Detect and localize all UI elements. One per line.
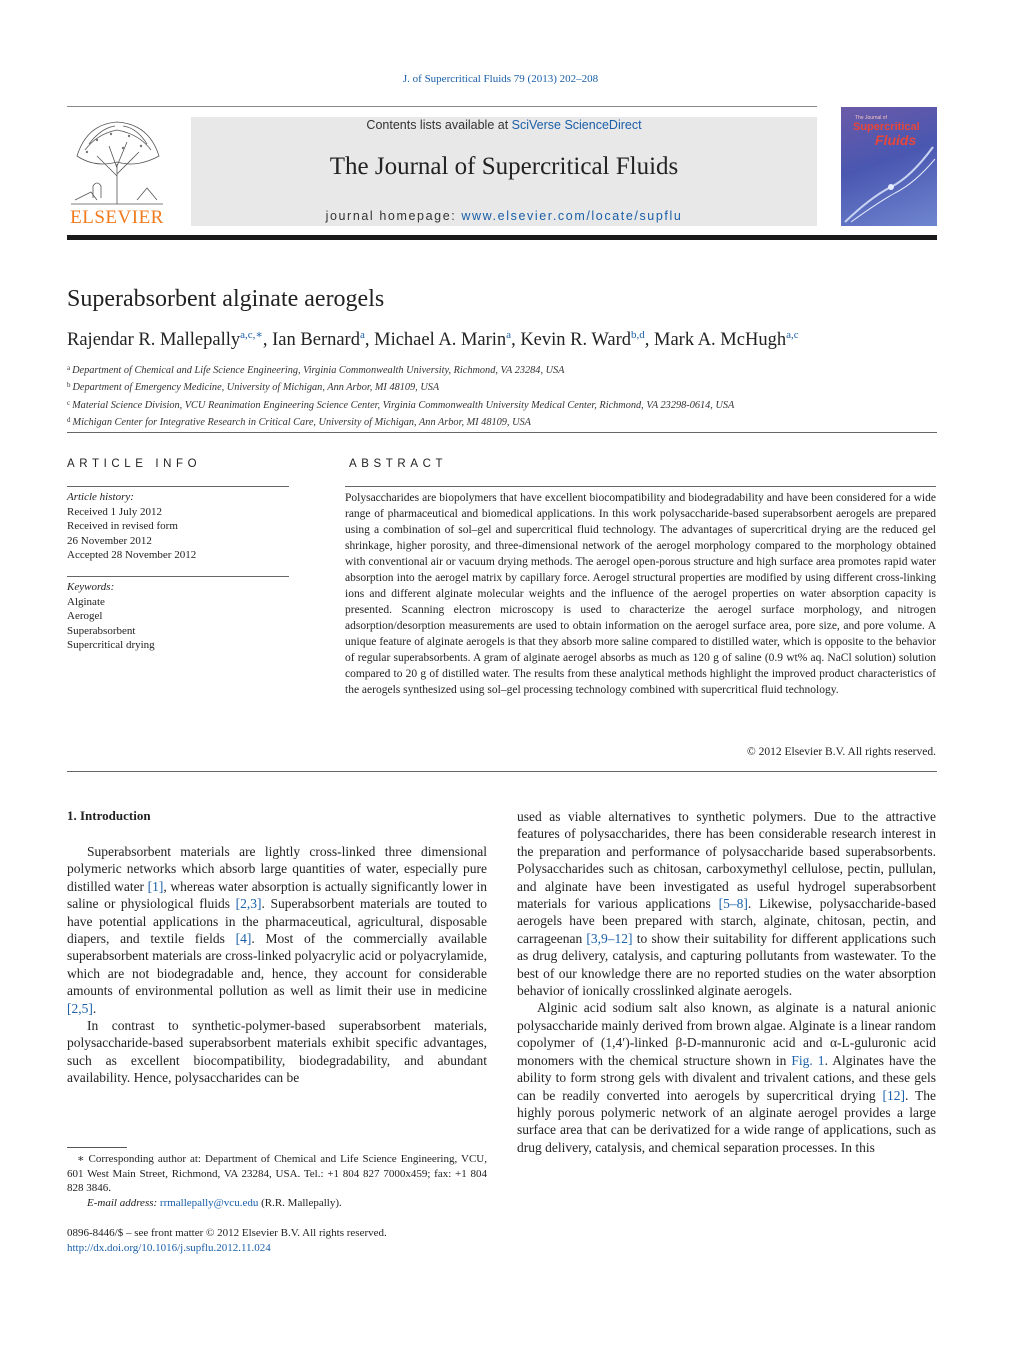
- author-separator: ,: [511, 330, 521, 350]
- email-link[interactable]: rrmallepally@vcu.edu: [159, 1196, 259, 1209]
- sciencedirect-link[interactable]: SciVerse ScienceDirect: [511, 118, 642, 132]
- abstract-heading: ABSTRACT: [349, 458, 448, 470]
- author-name[interactable]: Kevin R. Ward: [520, 330, 632, 350]
- journal-citation[interactable]: J. of Supercritical Fluids 79 (2013) 202–208: [402, 73, 599, 85]
- body-column-left: [67, 843, 487, 1087]
- text-run: used as viable alternatives to synthetic polymers. Due to the attractive features of polysaccharides, there has been considerable research interest in the preparation and performance of polysaccharide based superabsorbents. Polysaccharides such as chitosan, carboxymethyl cellulose, pectin, pullulan, and alginate have been investigated as useful hydrogel superabsorbent materials for various applications: [517, 809, 936, 912]
- history-line: Accepted 28 November 2012: [67, 549, 197, 561]
- paragraph: [67, 843, 487, 1017]
- affiliation-item: [67, 396, 937, 413]
- issn-line: 0896-8446/$ – see front matter © 2012 Elsevier B.V. All rights reserved.: [67, 1227, 387, 1239]
- history-line: Received in revised form: [67, 520, 178, 532]
- abstract-copyright: © 2012 Elsevier B.V. All rights reserved.: [747, 746, 936, 758]
- section-heading-introduction: 1. Introduction: [67, 808, 151, 823]
- article-history: [67, 490, 289, 563]
- header-thick-rule: [67, 235, 937, 240]
- affiliation-text: Material Science Division, VCU Reanimation Engineering Science Center, Virginia Commonwealth University Medical Center, Richmond, VA 23298-0614, USA: [72, 399, 735, 411]
- keyword-item: Aerogel: [67, 610, 103, 622]
- journal-cover-thumbnail[interactable]: [841, 107, 937, 226]
- text-run: Superabsorbent materials are lightly cross-linked three dimensional polymeric networks which absorb large quantities of water, especially pure distilled water: [67, 844, 487, 894]
- reference-link[interactable]: [3,9–12]: [586, 930, 633, 946]
- paragraph: [517, 999, 936, 1156]
- affiliation-text: Department of Chemical and Life Science Engineering, Virginia Commonwealth University, Richmond, VA 23284, USA: [72, 365, 565, 376]
- affiliation-key: c: [67, 398, 71, 407]
- keywords-block: [67, 580, 289, 653]
- text-run: Alginic acid sodium salt also known, as alginate is a natural anionic polysaccharide mainly derived from brown algae. Alginate is a linear random copolymer of (1,4′)-linked β-D-mannuronic acid and α-L-guluronic acid monomers with the chemical structure shown in: [517, 1000, 936, 1068]
- text-run: . Alginates have the ability to form strong gels with divalent and trivalent cations, and these gels can be readily converted into aerogels by supercritical drying: [517, 1052, 936, 1103]
- affiliation-key: b: [67, 381, 71, 390]
- author-separator: ,: [364, 330, 375, 350]
- history-label: Article history:: [67, 491, 134, 503]
- affiliation-item: [67, 413, 937, 430]
- reference-link[interactable]: [12]: [882, 1087, 905, 1103]
- author-separator: ,: [262, 330, 273, 350]
- corresponding-author-footnote: [67, 1152, 487, 1210]
- email-suffix: (R.R. Mallepally).: [258, 1196, 342, 1209]
- homepage-prefix: journal homepage:: [325, 209, 462, 223]
- author-name[interactable]: Ian Bernard: [272, 330, 360, 350]
- author-affiliation-marker[interactable]: a: [359, 329, 365, 341]
- abstract-rule: [345, 486, 936, 487]
- author-name[interactable]: Mark A. McHugh: [654, 330, 787, 350]
- journal-banner: [191, 117, 817, 226]
- keyword-item: Supercritical drying: [67, 639, 155, 651]
- text-run: . The highly porous polymeric network of an alginate aerogel provides a large surface area that can be derivatized for a wide range of applications, such as drug delivery, catalysis, and chemical separation processes. In this: [517, 1087, 936, 1155]
- figure-link[interactable]: Fig. 1: [791, 1052, 825, 1068]
- article-info-rule: [67, 486, 289, 487]
- homepage-link[interactable]: www.elsevier.com/locate/supflu: [461, 209, 683, 223]
- history-line: 26 November 2012: [67, 534, 152, 547]
- text-run: .: [92, 1000, 97, 1016]
- author-list: [67, 328, 799, 351]
- doi-link[interactable]: http://dx.doi.org/10.1016/j.supflu.2012.11.024: [67, 1241, 271, 1254]
- header-rule: [67, 106, 817, 107]
- keywords-label: Keywords:: [67, 581, 115, 593]
- cover-title-line2: Fluids: [875, 132, 917, 148]
- reference-link[interactable]: [5–8]: [718, 896, 748, 912]
- author-name[interactable]: Michael A. Marin: [374, 330, 507, 350]
- affiliation-text: Department of Emergency Medicine, University of Michigan, Ann Arbor, MI 48109, USA: [72, 382, 440, 394]
- text-run: . Superabsorbent materials are touted to have potential applications in the pharmaceutical, agricultural, disposable diapers, and textile fields: [67, 896, 488, 947]
- issn-block: [67, 1226, 387, 1255]
- text-run: . Likewise, polysaccharide-based aerogels have been prepared with starch, alginate, chitosan, pectin, and carrageenan: [517, 896, 936, 946]
- affiliation-key: d: [67, 415, 71, 424]
- author-separator: ,: [644, 330, 655, 350]
- abstract-end-rule: [67, 771, 937, 772]
- corresponding-author-text: ∗ Corresponding author at: Department of Chemical and Life Science Engineering, VCU, 601 West Main Street, Richmond, VA 23284, USA. Tel.: +1 804 827 7000x459; fax: +1 804 828 3846.: [67, 1153, 487, 1195]
- keyword-item: Superabsorbent: [67, 624, 136, 637]
- email-label: E-mail address:: [87, 1196, 160, 1209]
- affiliation-item: [67, 378, 937, 395]
- body-column-right: [517, 808, 936, 1156]
- abstract-text: Polysaccharides are biopolymers that have excellent biocompatibility and biodegradability and have been considered for a wide range of pharmaceutical and biomedical applications. In this work polysaccharide-based superabsorbent aerogels are prepared using a combination of sol–gel and supercritical fluid technology. The advantages of supercritical drying are the reduced gel shrinkage, higher porosity, and three-dimensional network of the aerogel morphology compared to the morphology obtained with conventional air or vacuum drying methods. The aerogel open-porous structure and high surface area promotes rapid water absorption into the aerogel matrix by capillary force. Aerogel structural properties are modified by using different cross-linking ions and different alginate molecular weights and the influence of the aerogel properties on water absorption capacity is presented. Scanning electron microscopy is used to characterize the aerogel surface morphology, and nitrogen adsorption/desorption measurements are used to obtain information on the aerogel surface area, pore size, and pore volume. A unique feature of alginate aerogels is that they absorb more saline compared to distilled water, which is opposite to the behavior of regular superabsorbents. A gram of alginate aerogel absorbs as much as 120 g of saline (0.9 wt% aq. NaCl solution) solution compared to 20 g of distilled water. The results from these analytical methods highlight the improved product characteristics of the aerogels synthesized using sol–gel processing technology combined with supercritical fluid technology.: [345, 492, 936, 696]
- cover-title-line1: Supercritical: [853, 121, 920, 133]
- keywords-rule: [67, 576, 289, 577]
- paragraph: [517, 808, 936, 999]
- email-line: [67, 1196, 487, 1211]
- author-affiliation-marker[interactable]: a,c: [786, 329, 799, 341]
- article-info-heading: ARTICLE INFO: [67, 458, 202, 470]
- journal-name: The Journal of Supercritical Fluids: [329, 153, 679, 180]
- reference-link[interactable]: [1]: [147, 878, 164, 894]
- contents-prefix: Contents lists available at: [366, 118, 512, 132]
- text-run: . Most of the commercially available superabsorbent materials are cross-linked polyacrylic acid or polyacrylamide, which are not biodegradable and, hence, they account for considerable amounts of environmental pollution as well as limit their use in medicine: [67, 931, 487, 999]
- affiliation-rule: [67, 432, 937, 433]
- author-name[interactable]: Rajendar R. Mallepally: [67, 330, 241, 350]
- affiliation-item: [67, 361, 937, 378]
- elsevier-logo[interactable]: [67, 116, 167, 228]
- paragraph: [67, 1017, 487, 1087]
- history-line: Received 1 July 2012: [67, 505, 163, 518]
- author-affiliation-marker[interactable]: b,d: [631, 329, 645, 341]
- elsevier-wordmark: ELSEVIER: [70, 207, 164, 228]
- keyword-item: Alginate: [67, 595, 105, 608]
- author-affiliation-marker[interactable]: a: [506, 329, 512, 341]
- reference-link[interactable]: [2,3]: [235, 896, 262, 912]
- author-affiliation-marker[interactable]: a,c,∗: [240, 329, 263, 341]
- cover-small-title: The Journal of: [855, 115, 887, 121]
- affiliations: [67, 361, 937, 430]
- affiliation-text: Michigan Center for Integrative Research in Critical Care, University of Michigan, Ann Arbor, MI 48109, USA: [72, 416, 531, 428]
- affiliation-key: a: [67, 364, 71, 372]
- footnote-rule: [67, 1147, 127, 1148]
- reference-link[interactable]: [4]: [235, 931, 252, 947]
- reference-link[interactable]: [2,5]: [67, 1000, 93, 1016]
- article-title: Superabsorbent alginate aerogels: [67, 286, 385, 312]
- text-run: In contrast to synthetic-polymer-based superabsorbent materials, polysaccharide-based superabsorbent materials exhibit specific advantages, such as excellent biocompatibility, biodegradability, and abundant availability. Hence, polysaccharides can be: [67, 1018, 487, 1086]
- text-run: , whereas water absorption is actually significantly lower in saline or physiological fluids: [67, 878, 488, 912]
- tree-icon: [67, 116, 167, 208]
- homepage-line: [191, 209, 817, 223]
- text-run: to show their suitability for different applications such as drug delivery, catalysis, and capturing pollutants from wastewater. To the best of our knowledge there are no reported studies on the water absorption behavior of ionically crosslinked alginate aerogels.: [517, 930, 936, 999]
- contents-line: [191, 118, 817, 132]
